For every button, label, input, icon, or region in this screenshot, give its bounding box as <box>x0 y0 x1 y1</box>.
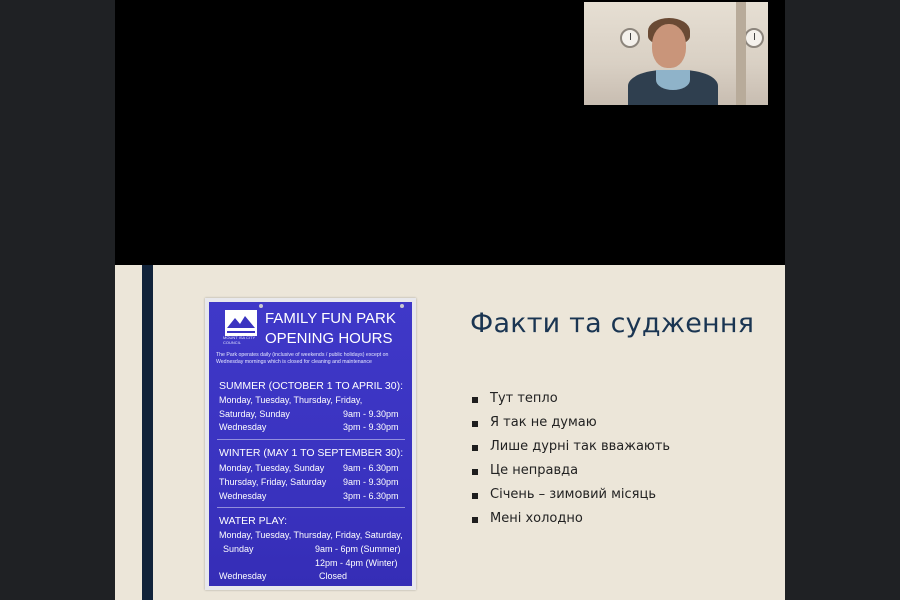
sign-divider <box>217 439 405 440</box>
sign-board: MOUNT ISA CITY COUNCIL FAMILY FUN PARK OPENING HOURS The Park operates daily (inclusive of weekends / public holidays) except on Wednesday mornings which is closed for cleaning and maintenance SUMMER (OCTOBER 1 TO APRIL 30): Monday, Tuesday, Thursday, Friday, Saturday, Sunday 9am - 9.30pm Wednesday 3pm - 9.30pm WINTER (MAY 1 TO SEPTEMBER 30): Monday, Tuesday, Sunday 9am - 6.30pm Thursday, Friday, Saturday 9am - 9.30pm Wednesday 3pm - 6.30pm WATER PLAY: Monday, Tuesday, Thursday, Friday, Saturday, Sunday 9am - 6pm (Summer) 12pm - 4pm (Winter) Wednesday Closed <box>209 302 412 586</box>
square-bullet-icon <box>472 421 478 427</box>
pin-icon <box>400 304 404 308</box>
summer-heading: SUMMER (OCTOBER 1 TO APRIL 30): <box>219 380 403 392</box>
sign-intro: The Park operates daily (inclusive of weekends / public holidays) except on Wednesday mornings which is closed for cleaning and maintenance <box>216 352 389 365</box>
person-collar <box>656 70 690 90</box>
sign-title-line2: OPENING HOURS <box>265 330 393 347</box>
slide-accent-bar <box>142 265 153 600</box>
winter-heading: WINTER (MAY 1 TO SEPTEMBER 30): <box>219 447 404 459</box>
logo-text: MOUNT ISA CITY COUNCIL <box>223 335 256 345</box>
water-play-heading: WATER PLAY: <box>219 515 288 527</box>
square-bullet-icon <box>472 397 478 403</box>
person-face <box>652 24 686 68</box>
list-item: Лише дурні так вважають <box>470 439 670 463</box>
list-item: Тут тепло <box>470 391 670 415</box>
square-bullet-icon <box>472 517 478 523</box>
list-item: Мені холодно <box>470 511 670 535</box>
square-bullet-icon <box>472 469 478 475</box>
presentation-slide <box>115 265 785 600</box>
list-item: Січень – зимовий місяць <box>470 487 670 511</box>
shared-screen <box>115 0 785 600</box>
square-bullet-icon <box>472 493 478 499</box>
wall-clock-left <box>620 28 640 48</box>
sign-divider <box>217 507 405 508</box>
square-bullet-icon <box>472 445 478 451</box>
wall-clock-right <box>744 28 764 48</box>
list-item: Я так не думаю <box>470 415 670 439</box>
sign-photo <box>205 298 416 590</box>
door-frame <box>736 2 746 105</box>
bullet-list <box>470 391 670 535</box>
list-item: Це неправда <box>470 463 670 487</box>
sign-title-line1: FAMILY FUN PARK <box>265 310 396 327</box>
slide-title: Факти та судження <box>470 308 755 339</box>
participant-video[interactable] <box>584 2 768 105</box>
pin-icon <box>259 304 263 308</box>
park-logo-icon <box>225 310 257 336</box>
